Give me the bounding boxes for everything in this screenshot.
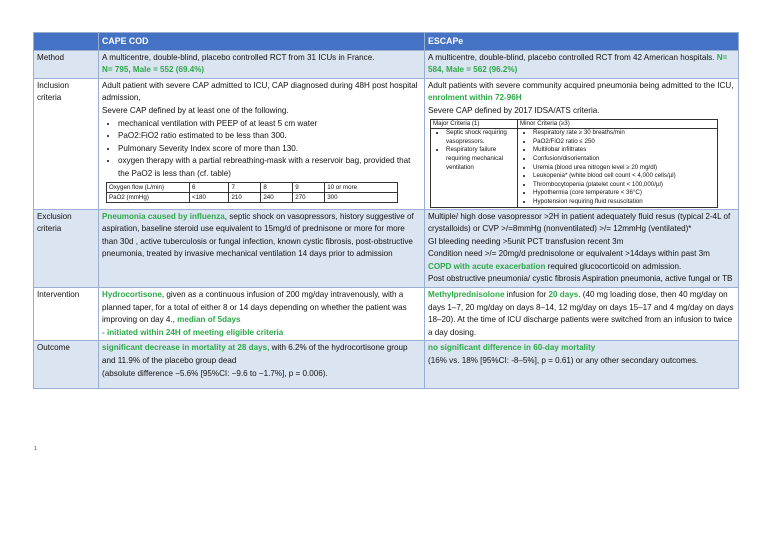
- cape-initiation-window: - initiated within 24H of meeting eligible criteria: [102, 327, 284, 337]
- list-item: • Hypothermia (core temperature < 36°C): [533, 189, 715, 198]
- escape-outcome-highlight: no significant difference in 60-day mortality: [428, 343, 596, 353]
- table-cell: 300: [325, 192, 398, 202]
- escape-exclusion-copd: [428, 261, 735, 274]
- list-item: • Thrombocytopenia (platelet count < 100,000/µl): [533, 181, 715, 190]
- oxygen-flow-table: [106, 182, 398, 203]
- cape-method-n: N= 795, Male = 552 (69.4%): [102, 65, 205, 75]
- cape-inclusion-cell: [99, 78, 425, 209]
- cape-method-text: A multicentre, double-blind, placebo controlled RCT from 31 ICUs in France.: [102, 52, 375, 62]
- cape-exclusion-text: , septic shock on vasopressors, history suggestive of aspiration, baseline steroid use equivalent to 15mg/d of prednisone or more for more than 30d , active tuberculosis or fungal infection, known cystic fibrosis, post-obstructive pneumonia, treated by invasive mechanical ventilation 14 days prior to admission: [102, 211, 414, 259]
- table-cell: 7: [229, 182, 261, 192]
- table-row: [431, 129, 718, 207]
- cape-inclusion-intro2: Severe CAP defined by at least one of the following.: [102, 105, 289, 115]
- header-cape-cod: CAPE COD: [99, 33, 425, 51]
- major-criteria-list: [433, 129, 515, 172]
- escape-dosing-text: . (40 mg loading dose, then 40 mg/day on days 1–7, 20 mg/day on days 8–14, 12 mg/day on days 15–17 and 4 mg/day on days 18–20). At the time of ICU discharge patients were switched from an infusion to twice a day dosing.: [428, 290, 734, 337]
- cape-outcome-cell: [99, 341, 425, 389]
- list-item: • Respiratory rate ≥ 30 breaths/min: [533, 129, 715, 138]
- list-item: • Uremia (blood urea nitrogen level ≥ 20 mg/dl): [533, 164, 715, 173]
- row-label-exclusion: Exclusion criteria: [34, 209, 99, 288]
- escape-inclusion-intro2: Severe CAP defined by 2017 IDSA/ATS criteria.: [428, 105, 600, 115]
- cape-exclusion-cell: [99, 209, 425, 288]
- cape-intervention-text: , given as a continuous infusion of 200 mg/day intravenously, with a planned taper, for a total of either 8 or 14 days depending on whether the patient was improving on day 4.,: [102, 290, 407, 325]
- major-criteria-header: Major Criteria (1): [431, 119, 518, 129]
- exclusion-row: [34, 209, 739, 288]
- table-row: [107, 192, 398, 202]
- escape-duration: 20 days: [548, 290, 579, 300]
- cape-method-cell: [99, 50, 425, 78]
- idsa-ats-criteria-table: [430, 119, 718, 208]
- escape-exclusion-line: Post obstructive pneumonia/ cystic fibrosis Aspiration pneumonia, active fungal or TB: [428, 274, 733, 284]
- table-cell: PaO2 (mmHg): [107, 192, 190, 202]
- escape-inclusion-text: Adult patients with severe community acquired pneumonia being admitted to the ICU,: [428, 80, 734, 90]
- escape-exclusion-line: Multiple/ high dose vasopressor >2H in patient adequately fluid resus (typical 2-4L of crystalloids) or CVP >/=8mmHg (nonventilated) >/= 12mmHg (ventilated)*: [428, 211, 731, 234]
- escape-exclusion-copd-text: required glucocorticoid on admission.: [545, 261, 682, 271]
- list-item: • PaO2:FiO2 ratio estimated to be less than 300.: [118, 130, 421, 143]
- list-item: • mechanical ventilation with PEEP of at least 5 cm water: [118, 118, 421, 131]
- row-label-outcome: Outcome: [34, 341, 99, 389]
- list-item: • Hypotension requiring fluid resuscitation: [533, 198, 715, 207]
- table-row: [431, 119, 718, 129]
- cape-inclusion-intro1: Adult patient with severe CAP admitted to ICU, CAP diagnosed during 48H post hospital admission,: [102, 80, 418, 103]
- cape-outcome-stats: (absolute difference −5.6% [95%CI: −9.6 to −1.7%], p = 0.006).: [102, 368, 328, 378]
- cape-intervention-cell: [99, 288, 425, 341]
- table-cell: 240: [261, 192, 293, 202]
- escape-method-text: A multicentre, double-blind, placebo controlled RCT from 42 American hospitals.: [428, 52, 715, 62]
- list-item: • Multilobar infiltrates: [533, 146, 715, 155]
- row-label-method: Method: [34, 50, 99, 78]
- escape-inclusion-cell: [425, 78, 739, 209]
- escape-exclusion-line: Condition need >/= 20mg/d prednisolone or equivalent >14days within past 3m: [428, 249, 710, 259]
- table-cell: Oxygen flow (L/min): [107, 182, 190, 192]
- list-item: • oxygen therapy with a partial rebreathing-mask with a reservoir bag, provided that the PaO2 is less than (cf. table): [118, 155, 421, 180]
- cape-inclusion-list: [102, 118, 421, 181]
- comparison-table: [33, 32, 739, 389]
- inclusion-row: [34, 78, 739, 209]
- escape-method-n: N= 584, Male = 562 (96.2%): [428, 52, 728, 75]
- escape-enrolment-window: enrolment within 72-96H: [428, 93, 522, 103]
- table-cell: 8: [261, 182, 293, 192]
- table-cell: <180: [190, 192, 229, 202]
- escape-drug-name: Methylprednisolone: [428, 290, 505, 300]
- escape-intervention-cell: [425, 288, 739, 341]
- header-row: [34, 33, 739, 51]
- major-criteria-cell: [431, 129, 518, 207]
- escape-outcome-stats: (16% vs. 18% [95%CI: -8–5%], p = 0.61) or any other secondary outcomes.: [428, 356, 699, 366]
- list-item: • Respiratory failure requiring mechanical ventilation: [446, 146, 515, 172]
- escape-method-cell: [425, 50, 739, 78]
- table-cell: 270: [293, 192, 325, 202]
- table-row: [107, 182, 398, 192]
- escape-exclusion-copd-highlight: COPD with acute exacerbation: [428, 261, 546, 271]
- cape-median-duration: median of 5days: [177, 315, 241, 325]
- table-cell: 10 or more: [325, 182, 398, 192]
- list-item: • Confusion/disorientation: [533, 155, 715, 164]
- table-cell: 9: [293, 182, 325, 192]
- cape-drug-name: Hydrocortisone: [102, 290, 162, 300]
- table-cell: 210: [229, 192, 261, 202]
- list-item: • Septic shock requiring vasopressors.: [446, 129, 515, 146]
- escape-exclusion-line: GI bleeding needing >5unit PCT transfusion recent 3m: [428, 236, 624, 246]
- cape-outcome-text: with 6.2% of the hydrocortisone group and 11.9% of the placebo group dead: [102, 343, 408, 366]
- header-blank: [34, 33, 99, 51]
- row-label-inclusion: Inclusion criteria: [34, 78, 99, 209]
- list-item: • Pulmonary Severity Index score of more than 130.: [118, 143, 421, 156]
- table-cell: 6: [190, 182, 229, 192]
- escape-inclusion-intro1: [428, 80, 735, 105]
- intervention-row: [34, 288, 739, 341]
- list-item: • Leukopenia* (white blood cell count < 4,000 cells/µl): [533, 172, 715, 181]
- cape-exclusion-influenza: Pneumonia caused by influenza: [102, 211, 225, 221]
- escape-exclusion-cell: [425, 209, 739, 288]
- header-escape: ESCAPe: [425, 33, 739, 51]
- method-row: [34, 50, 739, 78]
- minor-criteria-cell: [518, 129, 718, 207]
- minor-criteria-header: Minor Criteria (≥3): [518, 119, 718, 129]
- cape-outcome-highlight: significant decrease in mortality at 28 days,: [102, 343, 270, 353]
- footnote-marker: 1: [34, 446, 37, 452]
- minor-criteria-list: [520, 129, 715, 206]
- row-label-intervention: Intervention: [34, 288, 99, 341]
- escape-intervention-text: infusion for: [504, 290, 547, 300]
- escape-outcome-cell: [425, 341, 739, 389]
- outcome-row: [34, 341, 739, 389]
- list-item: • PaO2/FiO2 ratio ≤ 250: [533, 138, 715, 147]
